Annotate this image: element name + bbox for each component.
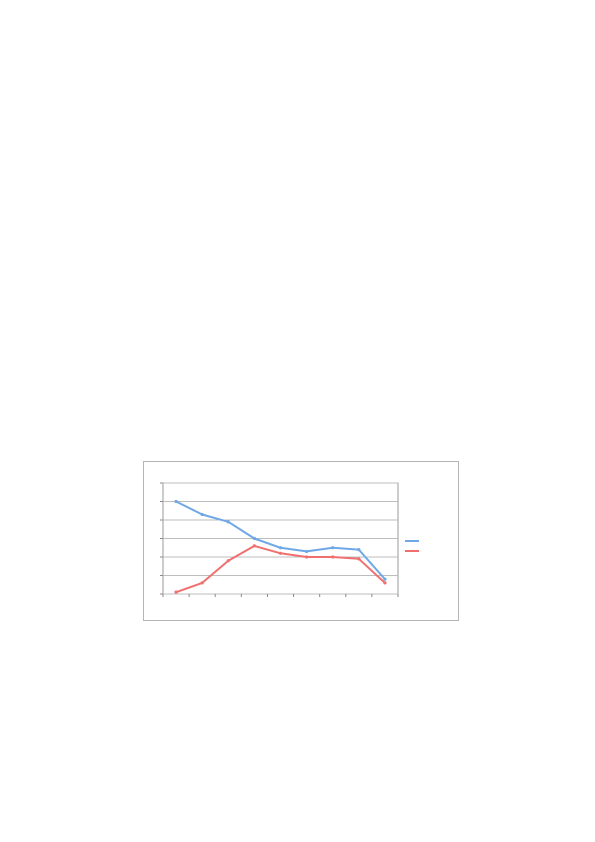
- series-2-point: [201, 581, 204, 584]
- series-1-point: [331, 546, 334, 549]
- series-2-point: [253, 544, 256, 547]
- series-1-point: [227, 520, 230, 523]
- section-heading-intro: [84, 116, 284, 136]
- series-1-point: [305, 550, 308, 553]
- series-1-point: [357, 548, 360, 551]
- line-chart-svg: [143, 461, 459, 621]
- series-2-point: [357, 557, 360, 560]
- series-1-point: [174, 500, 177, 503]
- series-2-point: [305, 555, 308, 558]
- series-1-point: [253, 537, 256, 540]
- series-2-point: [174, 591, 177, 594]
- series-2-point: [331, 555, 334, 558]
- series-1-point: [201, 513, 204, 516]
- section-heading-status: [84, 262, 284, 282]
- subheading-2: [84, 427, 204, 443]
- subheading-1: [84, 287, 204, 303]
- series-1-point: [383, 578, 386, 581]
- page-number: [0, 789, 595, 803]
- series-1-point: [279, 546, 282, 549]
- series-2-point: [279, 552, 282, 555]
- series-2-point: [383, 581, 386, 584]
- line-chart: [143, 461, 459, 621]
- series-2-point: [227, 559, 230, 562]
- chart-caption: [300, 628, 430, 642]
